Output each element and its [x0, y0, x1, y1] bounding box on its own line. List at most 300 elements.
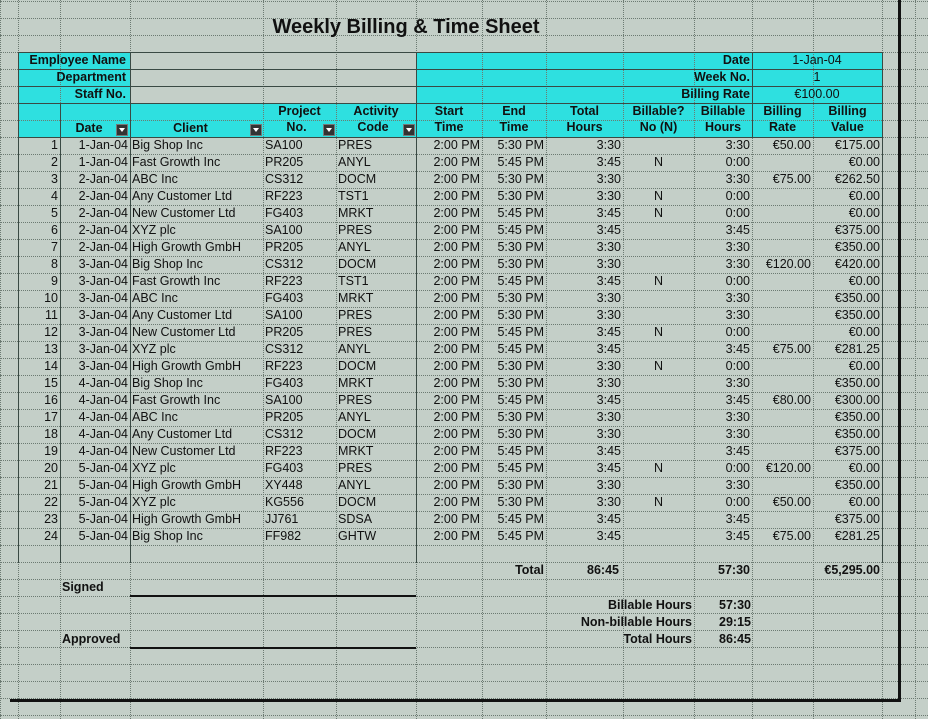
cell-value[interactable]: €281.25 — [834, 342, 880, 356]
cell-n: 21 — [44, 478, 58, 492]
cell-project[interactable]: RF223 — [265, 444, 303, 458]
cell-activity[interactable]: ANYL — [338, 478, 371, 492]
cell-rate[interactable] — [752, 375, 813, 392]
cell-rate[interactable] — [752, 154, 813, 171]
cell-rate[interactable] — [752, 273, 813, 290]
cell-client[interactable]: Fast Growth Inc — [132, 393, 221, 407]
cell-start[interactable]: 2:00 PM — [433, 155, 480, 169]
cell-end[interactable]: 5:30 PM — [497, 257, 544, 271]
cell-billable[interactable]: N — [653, 461, 664, 475]
cell-date[interactable]: 4-Jan-04 — [78, 376, 128, 390]
cell-activity[interactable]: GHTW — [338, 529, 377, 543]
cell-project[interactable]: XY448 — [265, 478, 303, 492]
cell-rate[interactable] — [752, 205, 813, 222]
cell-client[interactable]: ABC Inc — [132, 410, 178, 424]
cell-total[interactable]: 3:30 — [596, 359, 621, 373]
cell-client[interactable]: Any Customer Ltd — [132, 189, 233, 203]
cell-value[interactable]: €0.00 — [848, 495, 880, 509]
cell-billable[interactable] — [623, 443, 694, 460]
cell-billable[interactable] — [623, 375, 694, 392]
cell-rate[interactable] — [752, 188, 813, 205]
cell-end[interactable]: 5:45 PM — [497, 461, 544, 475]
cell-start[interactable]: 2:00 PM — [433, 308, 480, 322]
cell-project[interactable]: CS312 — [265, 427, 304, 441]
cell-client[interactable]: Fast Growth Inc — [132, 274, 221, 288]
cell-date[interactable]: 1-Jan-04 — [78, 138, 128, 152]
cell-activity[interactable]: ANYL — [338, 410, 371, 424]
cell-total[interactable]: 3:30 — [596, 410, 621, 424]
cell-n: 1 — [51, 138, 58, 152]
cell-start[interactable]: 2:00 PM — [433, 529, 480, 543]
cell-client[interactable]: ABC Inc — [132, 172, 178, 186]
sheet-title: Weekly Billing & Time Sheet — [272, 16, 540, 38]
cell-end[interactable]: 5:30 PM — [497, 291, 544, 305]
cell-date[interactable]: 4-Jan-04 — [78, 427, 128, 441]
cell-billable[interactable] — [623, 239, 694, 256]
cell-date[interactable]: 5-Jan-04 — [78, 495, 128, 509]
cell-end[interactable]: 5:30 PM — [497, 478, 544, 492]
cell-billable[interactable]: N — [653, 206, 664, 220]
cell-activity[interactable]: PRES — [338, 461, 373, 475]
cell-activity[interactable]: DOCM — [338, 427, 377, 441]
cell-date[interactable]: 5-Jan-04 — [78, 512, 128, 526]
cell-date[interactable]: 3-Jan-04 — [78, 274, 128, 288]
cell-date[interactable]: 5-Jan-04 — [78, 529, 128, 543]
cell-rate[interactable] — [752, 409, 813, 426]
cell-rate[interactable] — [752, 358, 813, 375]
cell-client[interactable]: Fast Growth Inc — [132, 155, 221, 169]
cell-total[interactable]: 3:30 — [596, 257, 621, 271]
summary-billable-value: 57:30 — [719, 598, 751, 612]
cell-client[interactable]: ABC Inc — [132, 291, 178, 305]
cell-value[interactable]: €375.00 — [834, 223, 880, 237]
cell-date[interactable]: 4-Jan-04 — [78, 444, 128, 458]
cell-rate[interactable]: €75.00 — [772, 342, 811, 356]
cell-billable[interactable] — [623, 528, 694, 545]
cell-activity[interactable]: PRES — [338, 393, 373, 407]
cell-rate[interactable]: €120.00 — [765, 257, 811, 271]
cell-bhours[interactable]: 3:30 — [725, 376, 750, 390]
cell-rate[interactable]: €50.00 — [772, 495, 811, 509]
cell-billable[interactable] — [623, 341, 694, 358]
cell-total[interactable]: 3:30 — [596, 189, 621, 203]
cell-n: 22 — [44, 495, 58, 509]
date-filter-dropdown-icon[interactable] — [116, 124, 128, 136]
cell-project[interactable]: SA100 — [265, 223, 303, 237]
cell-client[interactable]: New Customer Ltd — [132, 444, 236, 458]
cell-date[interactable]: 5-Jan-04 — [78, 461, 128, 475]
cell-rate[interactable] — [752, 324, 813, 341]
cell-billable[interactable] — [623, 511, 694, 528]
cell-activity[interactable]: ANYL — [338, 240, 371, 254]
cell-end[interactable]: 5:30 PM — [497, 240, 544, 254]
cell-value[interactable]: €0.00 — [848, 274, 880, 288]
department-field[interactable] — [130, 69, 416, 86]
cell-date[interactable]: 3-Jan-04 — [78, 342, 128, 356]
cell-billable[interactable] — [623, 171, 694, 188]
cell-bhours[interactable]: 0:00 — [725, 274, 750, 288]
cell-total[interactable]: 3:30 — [596, 427, 621, 441]
cell-date[interactable]: 4-Jan-04 — [78, 410, 128, 424]
cell-rate[interactable]: €120.00 — [765, 461, 811, 475]
col-header-start-time: Start Time — [434, 104, 464, 134]
cell-bhours[interactable]: 0:00 — [725, 155, 750, 169]
cell-total[interactable]: 3:30 — [596, 376, 621, 390]
cell-date[interactable]: 3-Jan-04 — [78, 359, 128, 373]
cell-bhours[interactable]: 3:45 — [725, 512, 750, 526]
cell-bhours[interactable]: 3:30 — [725, 257, 750, 271]
cell-rate[interactable] — [752, 426, 813, 443]
cell-date[interactable]: 2-Jan-04 — [78, 206, 128, 220]
cell-billable[interactable] — [623, 307, 694, 324]
cell-client[interactable]: XYZ plc — [132, 342, 176, 356]
cell-start[interactable]: 2:00 PM — [433, 240, 480, 254]
cell-start[interactable]: 2:00 PM — [433, 495, 480, 509]
cell-total[interactable]: 3:45 — [596, 461, 621, 475]
cell-n: 16 — [44, 393, 58, 407]
cell-activity[interactable]: TST1 — [338, 274, 369, 288]
cell-billable[interactable] — [623, 477, 694, 494]
cell-end[interactable]: 5:45 PM — [497, 393, 544, 407]
cell-bhours[interactable]: 3:45 — [725, 342, 750, 356]
cell-total[interactable]: 3:45 — [596, 444, 621, 458]
cell-client[interactable]: XYZ plc — [132, 461, 176, 475]
cell-project[interactable]: PR205 — [265, 410, 304, 424]
cell-project[interactable]: FG403 — [265, 291, 304, 305]
cell-rate[interactable] — [752, 239, 813, 256]
cell-bhours[interactable]: 3:45 — [725, 444, 750, 458]
cell-value[interactable]: €0.00 — [848, 155, 880, 169]
cell-bhours[interactable]: 3:30 — [725, 291, 750, 305]
cell-start[interactable]: 2:00 PM — [433, 427, 480, 441]
cell-value[interactable]: €0.00 — [848, 206, 880, 220]
col-header-client: Client — [173, 121, 208, 135]
cell-total[interactable]: 3:45 — [596, 342, 621, 356]
cell-value[interactable]: €350.00 — [834, 376, 880, 390]
cell-start[interactable]: 2:00 PM — [433, 376, 480, 390]
billing-rate-value[interactable]: €100.00 — [794, 87, 840, 101]
cell-start[interactable]: 2:00 PM — [433, 444, 480, 458]
cell-end[interactable]: 5:30 PM — [497, 410, 544, 424]
cell-activity[interactable]: PRES — [338, 325, 373, 339]
cell-total[interactable]: 3:45 — [596, 155, 621, 169]
date-value[interactable]: 1-Jan-04 — [792, 53, 842, 67]
cell-project[interactable]: CS312 — [265, 172, 304, 186]
cell-client[interactable]: Any Customer Ltd — [132, 308, 233, 322]
cell-start[interactable]: 2:00 PM — [433, 478, 480, 492]
cell-end[interactable]: 5:45 PM — [497, 274, 544, 288]
cell-activity[interactable]: PRES — [338, 223, 373, 237]
cell-date[interactable]: 3-Jan-04 — [78, 325, 128, 339]
cell-total[interactable]: 3:30 — [596, 495, 621, 509]
cell-n: 3 — [51, 172, 58, 186]
activity-filter-dropdown-icon[interactable] — [403, 124, 415, 136]
cell-value[interactable]: €350.00 — [834, 478, 880, 492]
cell-client[interactable]: High Growth GmbH — [132, 359, 242, 373]
cell-activity[interactable]: DOCM — [338, 172, 377, 186]
cell-bhours[interactable]: 3:45 — [725, 393, 750, 407]
cell-activity[interactable]: MRKT — [338, 206, 374, 220]
cell-start[interactable]: 2:00 PM — [433, 172, 480, 186]
project-filter-dropdown-icon[interactable] — [323, 124, 335, 136]
cell-start[interactable]: 2:00 PM — [433, 325, 480, 339]
cell-billable[interactable] — [623, 137, 694, 154]
cell-n: 18 — [44, 427, 58, 441]
cell-billable[interactable]: N — [653, 274, 664, 288]
cell-end[interactable]: 5:45 PM — [497, 444, 544, 458]
cell-activity[interactable]: MRKT — [338, 376, 374, 390]
cell-date[interactable]: 2-Jan-04 — [78, 240, 128, 254]
cell-billable[interactable] — [623, 256, 694, 273]
cell-start[interactable]: 2:00 PM — [433, 274, 480, 288]
summary-total-label: Total Hours — [623, 632, 692, 646]
cell-n: 12 — [44, 325, 58, 339]
cell-bhours[interactable]: 3:30 — [725, 478, 750, 492]
cell-billable[interactable]: N — [653, 359, 664, 373]
cell-client[interactable]: New Customer Ltd — [132, 206, 236, 220]
cell-end[interactable]: 5:45 PM — [497, 529, 544, 543]
cell-project[interactable]: JJ761 — [265, 512, 299, 526]
cell-total[interactable]: 3:30 — [596, 308, 621, 322]
cell-billable[interactable] — [623, 290, 694, 307]
cell-total[interactable]: 3:45 — [596, 529, 621, 543]
cell-date[interactable]: 1-Jan-04 — [78, 155, 128, 169]
cell-bhours[interactable]: 3:45 — [725, 529, 750, 543]
cell-project[interactable]: FF982 — [265, 529, 302, 543]
cell-date[interactable]: 3-Jan-04 — [78, 257, 128, 271]
cell-client[interactable]: XYZ plc — [132, 223, 176, 237]
signed-field[interactable] — [130, 579, 416, 596]
cell-total[interactable]: 3:30 — [596, 240, 621, 254]
cell-start[interactable]: 2:00 PM — [433, 359, 480, 373]
cell-billable[interactable] — [623, 222, 694, 239]
cell-project[interactable]: SA100 — [265, 308, 303, 322]
cell-client[interactable]: Big Shop Inc — [132, 138, 203, 152]
cell-total[interactable]: 3:45 — [596, 512, 621, 526]
cell-start[interactable]: 2:00 PM — [433, 223, 480, 237]
cell-end[interactable]: 5:45 PM — [497, 512, 544, 526]
cell-activity[interactable]: MRKT — [338, 291, 374, 305]
cell-project[interactable]: RF223 — [265, 189, 303, 203]
cell-end[interactable]: 5:30 PM — [497, 359, 544, 373]
cell-billable[interactable] — [623, 426, 694, 443]
cell-billable[interactable] — [623, 392, 694, 409]
cell-bhours[interactable]: 0:00 — [725, 189, 750, 203]
cell-start[interactable]: 2:00 PM — [433, 206, 480, 220]
cell-client[interactable]: Big Shop Inc — [132, 376, 203, 390]
cell-activity[interactable]: SDSA — [338, 512, 373, 526]
cell-project[interactable]: FG403 — [265, 206, 304, 220]
cell-project[interactable]: CS312 — [265, 257, 304, 271]
cell-start[interactable]: 2:00 PM — [433, 138, 480, 152]
cell-billable[interactable]: N — [653, 495, 664, 509]
cell-value[interactable]: €375.00 — [834, 512, 880, 526]
summary-total-value: 86:45 — [719, 632, 751, 646]
cell-activity[interactable]: PRES — [338, 308, 373, 322]
cell-rate[interactable] — [752, 511, 813, 528]
cell-bhours[interactable]: 3:30 — [725, 410, 750, 424]
cell-value[interactable]: €350.00 — [834, 291, 880, 305]
cell-rate[interactable] — [752, 222, 813, 239]
cell-total[interactable]: 3:30 — [596, 478, 621, 492]
cell-project[interactable]: SA100 — [265, 393, 303, 407]
cell-client[interactable]: XYZ plc — [132, 495, 176, 509]
cell-rate[interactable] — [752, 477, 813, 494]
cell-client[interactable]: High Growth GmbH — [132, 512, 242, 526]
cell-billable[interactable]: N — [653, 325, 664, 339]
staff-no-field[interactable] — [130, 86, 416, 103]
cell-project[interactable]: PR205 — [265, 240, 304, 254]
cell-date[interactable]: 4-Jan-04 — [78, 393, 128, 407]
cell-n: 23 — [44, 512, 58, 526]
cell-n: 2 — [51, 155, 58, 169]
grid-hline — [0, 562, 928, 564]
cell-end[interactable]: 5:30 PM — [497, 172, 544, 186]
cell-bhours[interactable]: 3:45 — [725, 223, 750, 237]
cell-start[interactable]: 2:00 PM — [433, 257, 480, 271]
cell-project[interactable]: PR205 — [265, 155, 304, 169]
cell-activity[interactable]: MRKT — [338, 444, 374, 458]
cell-date[interactable]: 2-Jan-04 — [78, 189, 128, 203]
week-no-value[interactable]: 1 — [813, 70, 821, 84]
cell-rate[interactable] — [752, 290, 813, 307]
totals-billing-value: €5,295.00 — [824, 563, 880, 577]
cell-value[interactable]: €0.00 — [848, 359, 880, 373]
cell-value[interactable]: €0.00 — [848, 325, 880, 339]
date-label: Date — [722, 53, 750, 67]
cell-total[interactable]: 3:30 — [596, 172, 621, 186]
cell-value[interactable]: €375.00 — [834, 444, 880, 458]
cell-project[interactable]: RF223 — [265, 359, 303, 373]
cell-bhours[interactable]: 0:00 — [725, 461, 750, 475]
col-header-total-hours: Total Hours — [566, 104, 603, 134]
cell-value[interactable]: €0.00 — [848, 189, 880, 203]
cell-end[interactable]: 5:30 PM — [497, 376, 544, 390]
cell-total[interactable]: 3:45 — [596, 206, 621, 220]
cell-end[interactable]: 5:30 PM — [497, 427, 544, 441]
cell-bhours[interactable]: 3:30 — [725, 427, 750, 441]
client-filter-dropdown-icon[interactable] — [250, 124, 262, 136]
cell-date[interactable]: 2-Jan-04 — [78, 223, 128, 237]
cell-billable[interactable]: N — [653, 155, 664, 169]
cell-total[interactable]: 3:45 — [596, 223, 621, 237]
cell-rate[interactable]: €75.00 — [772, 529, 811, 543]
cell-rate[interactable] — [752, 443, 813, 460]
cell-total[interactable]: 3:45 — [596, 274, 621, 288]
cell-start[interactable]: 2:00 PM — [433, 410, 480, 424]
cell-activity[interactable]: PRES — [338, 138, 373, 152]
cell-project[interactable]: SA100 — [265, 138, 303, 152]
cell-project[interactable]: KG556 — [265, 495, 304, 509]
cell-activity[interactable]: ANYL — [338, 342, 371, 356]
cell-date[interactable]: 5-Jan-04 — [78, 478, 128, 492]
col-header-activity-code: Activity Code — [353, 104, 399, 134]
approved-field[interactable] — [130, 631, 416, 648]
cell-value[interactable]: €175.00 — [834, 138, 880, 152]
cell-date[interactable]: 2-Jan-04 — [78, 172, 128, 186]
cell-start[interactable]: 2:00 PM — [433, 342, 480, 356]
cell-end[interactable]: 5:45 PM — [497, 325, 544, 339]
cell-end[interactable]: 5:30 PM — [497, 189, 544, 203]
cell-bhours[interactable]: 0:00 — [725, 495, 750, 509]
cell-value[interactable]: €350.00 — [834, 308, 880, 322]
cell-end[interactable]: 5:45 PM — [497, 342, 544, 356]
cell-value[interactable]: €300.00 — [834, 393, 880, 407]
cell-total[interactable]: 3:30 — [596, 291, 621, 305]
cell-bhours[interactable]: 0:00 — [725, 206, 750, 220]
cell-value[interactable]: €350.00 — [834, 240, 880, 254]
cell-bhours[interactable]: 3:30 — [725, 172, 750, 186]
cell-activity[interactable]: ANYL — [338, 155, 371, 169]
cell-rate[interactable]: €50.00 — [772, 138, 811, 152]
cell-total[interactable]: 3:30 — [596, 138, 621, 152]
cell-billable[interactable]: N — [653, 189, 664, 203]
cell-date[interactable]: 3-Jan-04 — [78, 308, 128, 322]
cell-value[interactable]: €350.00 — [834, 427, 880, 441]
cell-end[interactable]: 5:30 PM — [497, 138, 544, 152]
cell-bhours[interactable]: 0:00 — [725, 325, 750, 339]
employee-name-label: Employee Name — [29, 53, 126, 67]
cell-value[interactable]: €281.25 — [834, 529, 880, 543]
cell-client[interactable]: New Customer Ltd — [132, 325, 236, 339]
grid-solid-line — [882, 52, 883, 563]
cell-billable[interactable] — [623, 409, 694, 426]
cell-rate[interactable] — [752, 307, 813, 324]
cell-client[interactable]: Any Customer Ltd — [132, 427, 233, 441]
cell-rate[interactable]: €75.00 — [772, 172, 811, 186]
cell-project[interactable]: FG403 — [265, 376, 304, 390]
cell-activity[interactable]: TST1 — [338, 189, 369, 203]
cell-end[interactable]: 5:30 PM — [497, 495, 544, 509]
cell-start[interactable]: 2:00 PM — [433, 461, 480, 475]
cell-end[interactable]: 5:45 PM — [497, 223, 544, 237]
cell-bhours[interactable]: 0:00 — [725, 359, 750, 373]
cell-end[interactable]: 5:45 PM — [497, 206, 544, 220]
cell-value[interactable]: €262.50 — [834, 172, 880, 186]
cell-end[interactable]: 5:30 PM — [497, 308, 544, 322]
totals-billable-hours: 57:30 — [718, 563, 750, 577]
cell-rate[interactable]: €80.00 — [772, 393, 811, 407]
cell-project[interactable]: FG403 — [265, 461, 304, 475]
cell-end[interactable]: 5:45 PM — [497, 155, 544, 169]
cell-bhours[interactable]: 3:30 — [725, 308, 750, 322]
cell-bhours[interactable]: 3:30 — [725, 240, 750, 254]
cell-project[interactable]: CS312 — [265, 342, 304, 356]
cell-value[interactable]: €420.00 — [834, 257, 880, 271]
cell-project[interactable]: PR205 — [265, 325, 304, 339]
cell-date[interactable]: 3-Jan-04 — [78, 291, 128, 305]
summary-nonbillable-label: Non-billable Hours — [580, 615, 692, 629]
cell-activity[interactable]: DOCM — [338, 257, 377, 271]
cell-client[interactable]: High Growth GmbH — [132, 478, 242, 492]
cell-value[interactable]: €350.00 — [834, 410, 880, 424]
cell-total[interactable]: 3:45 — [596, 325, 621, 339]
cell-client[interactable]: High Growth GmbH — [132, 240, 242, 254]
cell-activity[interactable]: DOCM — [338, 359, 377, 373]
cell-start[interactable]: 2:00 PM — [433, 393, 480, 407]
cell-project[interactable]: RF223 — [265, 274, 303, 288]
cell-start[interactable]: 2:00 PM — [433, 189, 480, 203]
cell-total[interactable]: 3:45 — [596, 393, 621, 407]
cell-start[interactable]: 2:00 PM — [433, 291, 480, 305]
cell-client[interactable]: Big Shop Inc — [132, 257, 203, 271]
cell-activity[interactable]: DOCM — [338, 495, 377, 509]
cell-value[interactable]: €0.00 — [848, 461, 880, 475]
cell-start[interactable]: 2:00 PM — [433, 512, 480, 526]
employee-name-field[interactable] — [130, 52, 416, 69]
cell-client[interactable]: Big Shop Inc — [132, 529, 203, 543]
cell-bhours[interactable]: 3:30 — [725, 138, 750, 152]
